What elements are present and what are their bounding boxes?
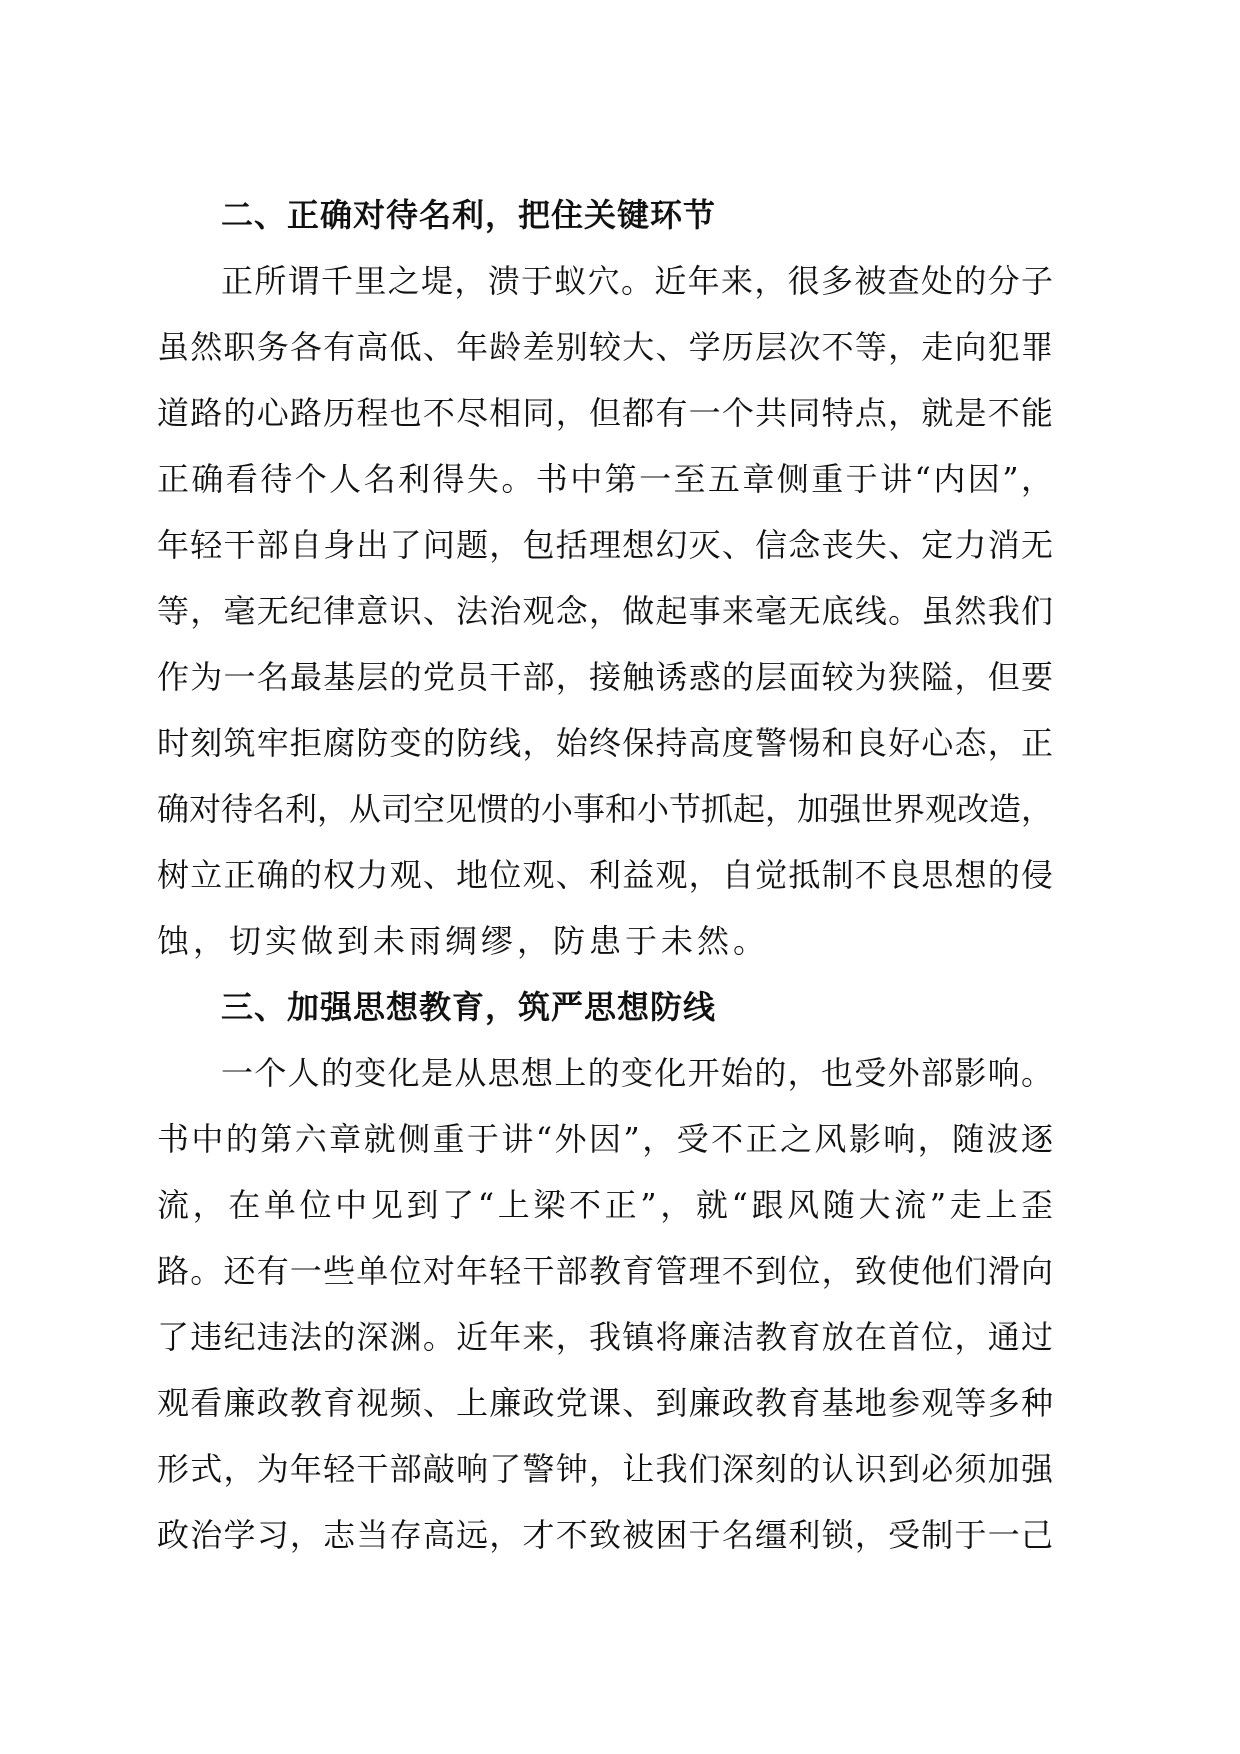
paragraph-line: 路。还有一些单位对年轻干部教育管理不到位，致使他们滑向 [157,1252,1053,1290]
paragraph-line: 正确看待个人名利得失。书中第一至五章侧重于讲“内因”， [157,460,1053,498]
paragraph-line: 蚀，切实做到未雨绸缪，防患于未然。 [157,922,770,960]
paragraph-line: 观看廉政教育视频、上廉政党课、到廉政教育基地参观等多种 [157,1384,1053,1422]
document-body [157,182,1053,1568]
section-heading-3: 三、加强思想教育，筑严思想防线 [221,988,717,1026]
paragraph-line: 确对待名利，从司空见惯的小事和小节抓起，加强世界观改造， [157,790,1054,828]
paragraph-line: 树立正确的权力观、地位观、利益观，自觉抵制不良思想的侵 [157,856,1053,894]
section-heading-2: 二、正确对待名利，把住关键环节 [221,196,717,234]
paragraph-line: 作为一名最基层的党员干部，接触诱惑的层面较为狭隘，但要 [157,658,1053,696]
paragraph-line: 书中的第六章就侧重于讲“外因”，受不正之风影响，随波逐 [157,1120,1053,1158]
paragraph-line: 形式，为年轻干部敲响了警钟，让我们深刻的认识到必须加强 [157,1450,1053,1488]
paragraph-line: 政治学习，志当存高远，才不致被困于名缰利锁，受制于一己 [157,1516,1053,1554]
paragraph-line: 年轻干部自身出了问题，包括理想幻灭、信念丧失、定力消无 [157,526,1053,564]
paragraph-line: 流，在单位中见到了“上梁不正”，就“跟风随大流”走上歪 [157,1186,1053,1224]
paragraph-line: 正所谓千里之堤，溃于蚁穴。近年来，很多被查处的分子 [221,262,1053,300]
paragraph-line: 时刻筑牢拒腐防变的防线，始终保持高度警惕和良好心态，正 [157,724,1053,762]
paragraph-line: 虽然职务各有高低、年龄差别较大、学历层次不等，走向犯罪 [157,328,1053,366]
paragraph-line: 等，毫无纪律意识、法治观念，做起事来毫无底线。虽然我们 [157,592,1053,630]
paragraph-line: 道路的心路历程也不尽相同，但都有一个共同特点，就是不能 [157,394,1053,432]
paragraph-line: 一个人的变化是从思想上的变化开始的，也受外部影响。 [221,1054,1053,1092]
paragraph-line: 了违纪违法的深渊。近年来，我镇将廉洁教育放在首位，通过 [157,1318,1053,1356]
